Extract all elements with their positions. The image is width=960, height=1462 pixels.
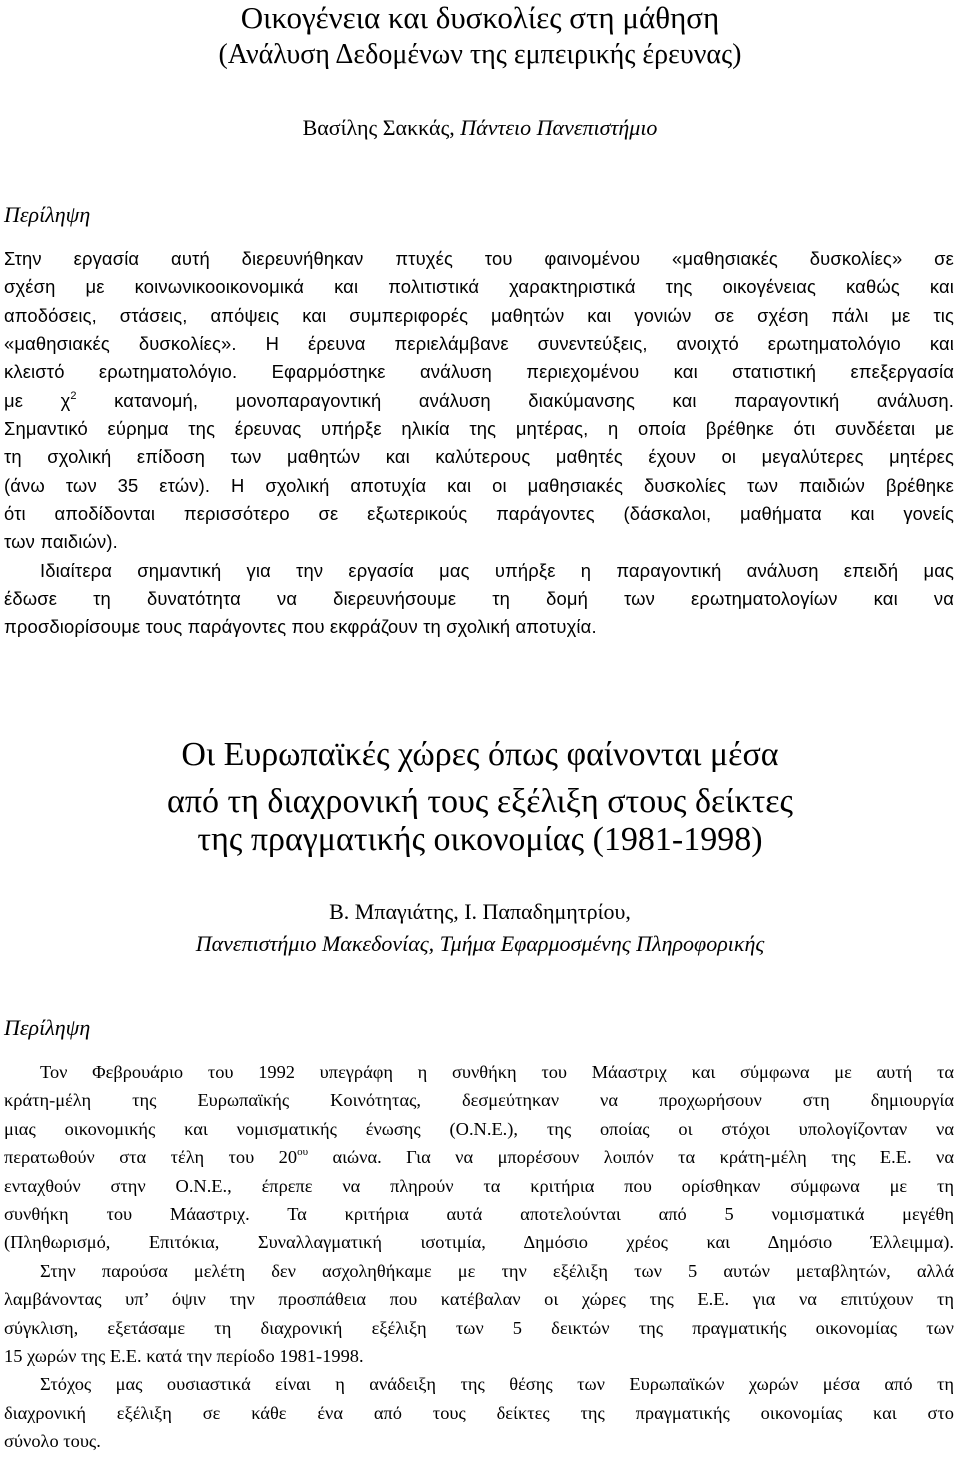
article1-abstract-line: Σημαντικό εύρημα της έρευνας υπήρξε ηλικία της μητέρας, η οποία βρέθηκε ότι συνδέεται με (4, 418, 954, 440)
article2-title-line-2: από τη διαχρονική τους εξέλιξη στους δείκτες (167, 783, 793, 820)
article1-abstract-line: σχέση με κοινωνικοοικονομικά και πολιτιστικά χαρακτηριστικά της οικογένειας καθώς και (4, 276, 954, 298)
article1-subtitle: (Ανάλυση Δεδομένων της εμπειρικής έρευνας) (218, 39, 742, 70)
article1-abstract-line: έδωσε τη δυνατότητα να διερευνήσουμε τη δομή των ερωτηματολογίων και να (4, 588, 954, 610)
superscript-2: 2 (70, 389, 77, 402)
article1-abstract-line: Ιδιαίτερα σημαντική για την εργασία μας υπήρξε η παραγοντική ανάλυση επειδή μας (40, 559, 954, 581)
article2-abstract-line (4, 1143, 954, 1171)
article2-abstract-line: λαμβάνοντας υπ’ όψιν την προσπάθεια που κατέβαλαν οι χώρες της Ε.Ε. για να επιτύχουν τη (4, 1289, 954, 1310)
article1-title: Οικογένεια και δυσκολίες στη μάθηση (240, 0, 720, 35)
article2-abstract-line: (Πληθωρισμό, Επιτόκια, Συναλλαγματική ισοτιμία, Δημόσιο χρέος και Δημόσιο Έλλειμμα). (4, 1232, 954, 1253)
article1-abstract-line: κλειστό ερωτηματολόγιο. Εφαρμόστηκε ανάλυση περιεχομένου και στατιστική επεξεργασία (4, 361, 954, 383)
article1-abstract-line: «μαθησιακές δυσκολίες». Η έρευνα περιελάμβανε συνεντεύξεις, ανοιχτό ερωτηματολόγιο και (4, 333, 954, 355)
article2-abstract-line: ενταχθούν στην Ο.Ν.Ε., έπρεπε να πληρούν τα κριτήρια που ορίσθηκαν σύμφωνα με τη (4, 1175, 954, 1196)
article1-abstract-line (4, 387, 954, 415)
article1-author: Βασίλης Σακκάς, (302, 115, 455, 140)
article2-title-line-3: της πραγματικής οικονομίας (1981-1998) (197, 821, 763, 858)
article2-title-line-1: Οι Ευρωπαϊκές χώρες όπως φαίνονται μέσα (181, 736, 779, 773)
article2-affiliation: Πανεπιστήμιο Μακεδονίας, Τμήμα Εφαρμοσμένης Πληροφορικής (195, 931, 765, 956)
article2-abstract-line: σύνολο τους. (4, 1431, 101, 1452)
article1-abstract (4, 245, 954, 642)
article1-abstract-line: Στην εργασία αυτή διερευνήθηκαν πτυχές του φαινομένου «μαθησιακές δυσκολίες» σε (4, 248, 954, 269)
article2-abstract-line: Στόχος μας ουσιαστικά είναι η ανάδειξη της θέσης των Ευρωπαϊκών χωρών μέσα από τη (40, 1374, 954, 1395)
article2-abstract-line: Στην παρούσα μελέτη δεν ασχοληθήκαμε με την εξέλιξη των 5 αυτών μεταβλητών, αλλά (40, 1260, 954, 1281)
chi-symbol-text: με χ (4, 389, 71, 411)
article1-abstract-line: τη σχολική επίδοση των μαθητών και καλύτερους μαθητές έχουν οι μεγαλύτερες μητέρες (4, 446, 954, 468)
article2-abstract-line: κράτη-μέλη της Ευρωπαϊκής Κοινότητας, δεσμεύτηκαν να προχωρήσουν στη δημιουργία (4, 1090, 954, 1111)
article1-affiliation: Πάντειο Πανεπιστήμιο (460, 115, 658, 140)
article1-abstract-line: αποδόσεις, στάσεις, απόψεις και συμπεριφορές μαθητών και γονιών σε σχέση πάλι με τις (4, 304, 954, 326)
superscript-ou: ου (297, 1146, 309, 1159)
century-text: περατωθούν στα τέλη του 20 (4, 1147, 298, 1168)
article2-abstract-line: Τον Φεβρουάριο του 1992 υπεγράφη η συνθήκη του Μάαστριχ και σύμφωνα με αυτή τα (40, 1062, 954, 1082)
century-line-rest: αιώνα. Για να μπορέσουν λοιπόν τα κράτη-μέλη της Ε.Ε. να (308, 1147, 954, 1168)
article1-abstract-line: των παιδιών). (4, 531, 118, 553)
article2-abstract-line: μιας οικονομικής και νομισματικής ένωσης (Ο.Ν.Ε.), της οποίας οι στόχοι υπολογίζονταν να (4, 1118, 954, 1139)
article1-section-heading: Περίληψη (4, 202, 91, 227)
article2-abstract-line: διαχρονική εξέλιξη σε κάθε ένα από τους δείκτες της πραγματικής οικονομίας και στο (4, 1402, 954, 1423)
chi-line-rest: κατανομή, μονοπαραγοντική ανάλυση διακύμανσης και παραγοντική ανάλυση. (76, 389, 954, 411)
article2-section-heading: Περίληψη (4, 1015, 91, 1040)
article2-abstract (4, 1058, 954, 1456)
article2-abstract-line: 15 χωρών της Ε.Ε. κατά την περίοδο 1981-1998. (4, 1346, 364, 1367)
article2-abstract-line: σύγκλιση, εξετάσαμε τη διαχρονική εξέλιξη των 5 δεικτών της πραγματικής οικονομίας των (4, 1317, 954, 1338)
article1-author-line (0, 115, 960, 141)
article2-abstract-line: συνθήκη του Μάαστριχ. Τα κριτήρια αυτά αποτελούνται από 5 νομισματικά μεγέθη (4, 1204, 954, 1225)
article1-abstract-line: ότι αποδίδονται περισσότερο σε εξωτερικούς παράγοντες (δάσκαλοι, μαθήματα και γονείς (4, 503, 954, 525)
article1-abstract-line: (άνω των 35 ετών). Η σχολική αποτυχία και οι μαθησιακές δυσκολίες των παιδιών βρέθηκε (4, 474, 954, 496)
article1-abstract-line: προσδιορίσουμε τους παράγοντες που εκφράζουν τη σχολική αποτυχία. (4, 616, 597, 638)
article2-authors: Β. Μπαγιάτης, Ι. Παπαδημητρίου, (329, 899, 631, 924)
